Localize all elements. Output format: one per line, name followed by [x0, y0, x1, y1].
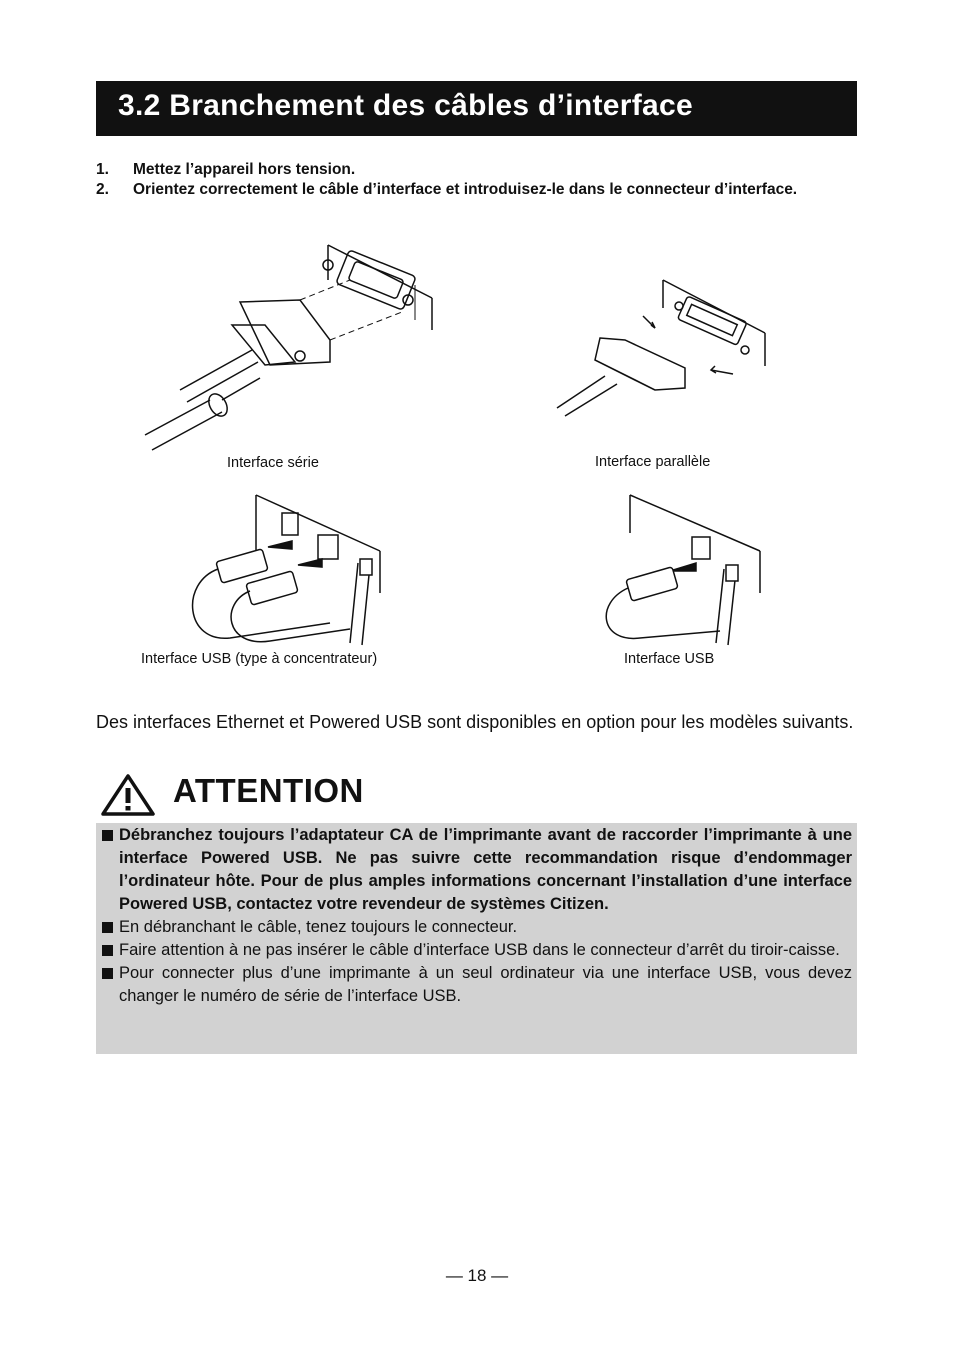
usb-hub-interface-illustration: [190, 493, 390, 648]
attention-bullet-text: En débranchant le câble, tenez toujours le connecteur.: [119, 918, 518, 936]
square-bullet-icon: [102, 945, 113, 956]
square-bullet-icon: [102, 922, 113, 933]
usb-interface-illustration: [600, 493, 770, 648]
warning-triangle-icon: [100, 773, 156, 817]
attention-bullet-text: Faire attention à ne pas insérer le câble d’interface USB dans le connecteur d’arrêt du tiroir-caisse.: [119, 941, 840, 959]
serial-interface-illustration: [140, 240, 440, 455]
attention-bullet: [101, 824, 852, 916]
attention-bullet-text: Pour connecter plus d’une imprimante à un seul ordinateur via une interface USB, vous devez changer le numéro de série de l’interface USB.: [119, 964, 852, 1005]
attention-title: ATTENTION: [173, 772, 364, 809]
page-number: — 18 —: [445, 1266, 509, 1285]
step-item: [96, 180, 857, 200]
step-number: 1.: [96, 161, 109, 178]
figure-caption-serial: Interface série: [227, 455, 319, 471]
attention-bullet: [101, 962, 852, 1008]
figure-caption-parallel: Interface parallèle: [595, 454, 711, 470]
step-number: 2.: [96, 181, 109, 198]
section-title: 3.2 Branchement des câbles d’interface: [118, 89, 693, 122]
attention-bullet: [101, 939, 852, 962]
step-item: [96, 160, 857, 180]
attention-bullet: [101, 916, 852, 939]
section-title-bar: [96, 81, 857, 136]
parallel-interface-illustration: [555, 278, 775, 418]
figure-caption-usb-hub: Interface USB (type à concentrateur): [141, 651, 378, 667]
steps-list: [96, 160, 857, 200]
square-bullet-icon: [102, 968, 113, 979]
step-text: Mettez l’appareil hors tension.: [133, 161, 356, 178]
attention-bullet-text: Débranchez toujours l’adaptateur CA de l’imprimante avant de raccorder l’imprimante à une interface Powered USB. Ne pas suivre cette recommandation risque d’endommager l’ordinateur hôte. Pour de plus amples informations concernant l’installation d’une interface Powered USB, contactez votre revendeur de systèmes Citizen.: [119, 826, 852, 913]
step-text: Orientez correctement le câble d’interface et introduisez-le dans le connecteur d’interface.: [133, 181, 798, 198]
square-bullet-icon: [102, 830, 113, 841]
option-paragraph: Des interfaces Ethernet et Powered USB sont disponibles en option pour les modèles suivants.: [96, 712, 854, 732]
attention-box: [96, 823, 857, 1054]
figure-caption-usb: Interface USB: [624, 651, 715, 667]
